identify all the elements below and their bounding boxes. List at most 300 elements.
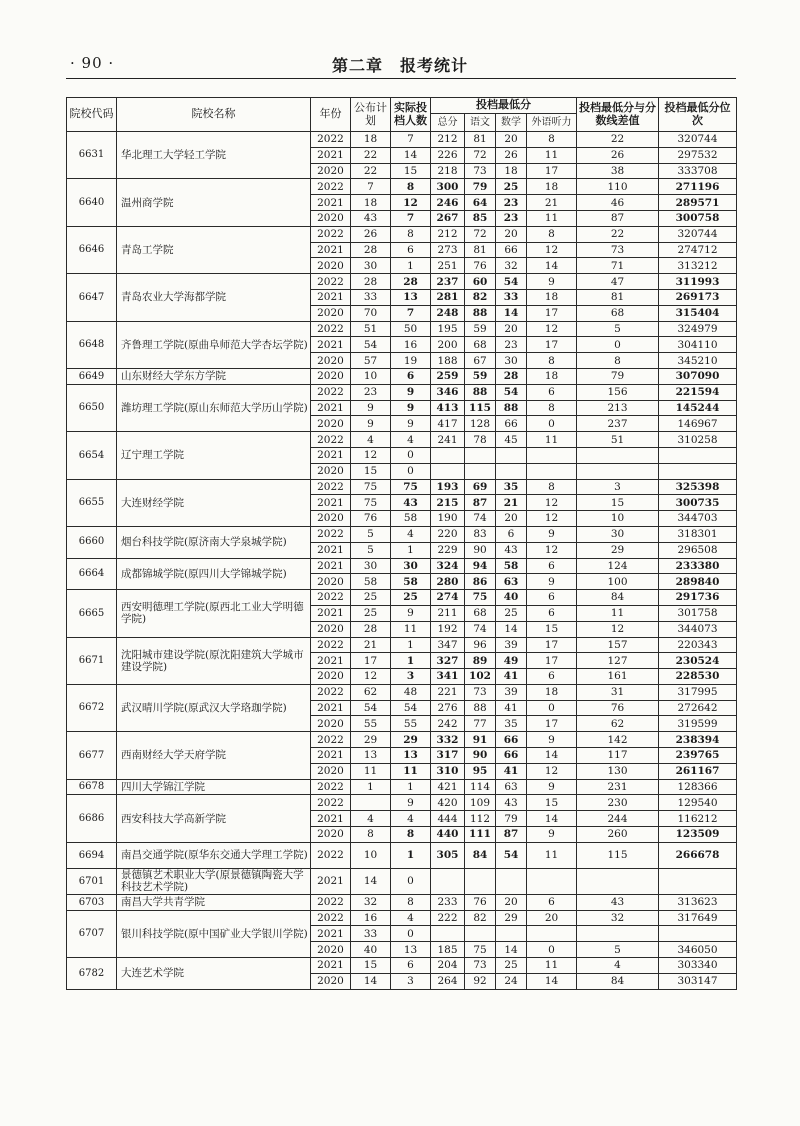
rank-cell <box>659 447 737 463</box>
math-score-cell: 20 <box>496 321 527 337</box>
year-cell: 2020 <box>311 942 351 958</box>
school-name: 潍坊理工学院(原山东师范大学历山学院) <box>117 384 311 431</box>
chinese-score-cell: 91 <box>465 732 496 748</box>
chinese-score-cell: 79 <box>465 179 496 195</box>
year-cell: 2020 <box>311 463 351 479</box>
year-cell: 2022 <box>311 779 351 795</box>
chinese-score-cell: 73 <box>465 958 496 974</box>
rank-cell: 319599 <box>659 716 737 732</box>
table-row <box>67 368 737 384</box>
total-score-cell: 190 <box>431 511 465 527</box>
school-code: 6660 <box>67 526 117 558</box>
table-row <box>67 684 737 700</box>
plan-cell: 22 <box>351 147 391 163</box>
rank-cell <box>659 868 737 894</box>
year-cell: 2021 <box>311 605 351 621</box>
year-cell: 2022 <box>311 526 351 542</box>
foreign-score-cell: 14 <box>527 258 577 274</box>
math-score-cell: 54 <box>496 842 527 868</box>
rank-cell: 307090 <box>659 368 737 384</box>
total-score-cell: 215 <box>431 495 465 511</box>
chinese-score-cell: 83 <box>465 526 496 542</box>
total-score-cell: 233 <box>431 894 465 910</box>
total-score-cell: 200 <box>431 337 465 353</box>
diff-cell: 79 <box>577 368 659 384</box>
school-name: 南昌交通学院(原华东交通大学理工学院) <box>117 842 311 868</box>
foreign-score-cell: 18 <box>527 368 577 384</box>
diff-cell: 230 <box>577 795 659 811</box>
header-total: 总分 <box>431 114 465 132</box>
diff-cell: 260 <box>577 827 659 843</box>
year-cell: 2020 <box>311 210 351 226</box>
math-score-cell: 54 <box>496 384 527 400</box>
admitted-cell: 1 <box>391 637 431 653</box>
year-cell: 2022 <box>311 732 351 748</box>
year-cell: 2022 <box>311 432 351 448</box>
foreign-score-cell: 11 <box>527 958 577 974</box>
total-score-cell: 229 <box>431 542 465 558</box>
diff-cell: 231 <box>577 779 659 795</box>
school-code: 6665 <box>67 590 117 637</box>
rank-cell: 266678 <box>659 842 737 868</box>
foreign-score-cell: 14 <box>527 973 577 989</box>
total-score-cell: 259 <box>431 368 465 384</box>
foreign-score-cell: 17 <box>527 163 577 179</box>
admitted-cell: 14 <box>391 147 431 163</box>
foreign-score-cell: 18 <box>527 179 577 195</box>
chinese-score-cell <box>465 463 496 479</box>
page-number: · 90 · <box>70 54 115 72</box>
total-score-cell: 324 <box>431 558 465 574</box>
foreign-score-cell: 11 <box>527 210 577 226</box>
total-score-cell: 305 <box>431 842 465 868</box>
school-name: 大连艺术学院 <box>117 958 311 990</box>
admitted-cell: 6 <box>391 242 431 258</box>
school-code: 6648 <box>67 321 117 368</box>
rank-cell: 313623 <box>659 894 737 910</box>
math-score-cell: 14 <box>496 621 527 637</box>
header-diff: 投档最低分与分数线差值 <box>577 98 659 132</box>
foreign-score-cell: 17 <box>527 305 577 321</box>
admitted-cell: 50 <box>391 321 431 337</box>
diff-cell: 237 <box>577 416 659 432</box>
total-score-cell: 310 <box>431 763 465 779</box>
plan-cell: 25 <box>351 590 391 606</box>
diff-cell: 4 <box>577 958 659 974</box>
year-cell: 2020 <box>311 511 351 527</box>
chinese-score-cell: 76 <box>465 894 496 910</box>
rank-cell: 311993 <box>659 274 737 290</box>
diff-cell: 8 <box>577 353 659 369</box>
plan-cell: 30 <box>351 258 391 274</box>
rank-cell: 315404 <box>659 305 737 321</box>
foreign-score-cell: 0 <box>527 416 577 432</box>
admitted-cell: 43 <box>391 495 431 511</box>
chinese-score-cell: 128 <box>465 416 496 432</box>
year-cell: 2021 <box>311 748 351 764</box>
rank-cell: 325398 <box>659 479 737 495</box>
math-score-cell: 43 <box>496 542 527 558</box>
chinese-score-cell: 109 <box>465 795 496 811</box>
header-rank: 投档最低分位次 <box>659 98 737 132</box>
admitted-cell: 8 <box>391 827 431 843</box>
year-cell: 2022 <box>311 910 351 926</box>
diff-cell: 156 <box>577 384 659 400</box>
total-score-cell: 211 <box>431 605 465 621</box>
page-header <box>0 0 800 88</box>
school-code: 6686 <box>67 795 117 842</box>
total-score-cell <box>431 926 465 942</box>
math-score-cell: 39 <box>496 637 527 653</box>
diff-cell: 32 <box>577 910 659 926</box>
rank-cell: 344073 <box>659 621 737 637</box>
chinese-score-cell: 59 <box>465 321 496 337</box>
table-row <box>67 274 737 290</box>
chinese-score-cell: 76 <box>465 258 496 274</box>
diff-cell <box>577 447 659 463</box>
year-cell: 2021 <box>311 289 351 305</box>
year-cell: 2022 <box>311 795 351 811</box>
foreign-score-cell: 11 <box>527 842 577 868</box>
diff-cell: 11 <box>577 605 659 621</box>
year-cell: 2022 <box>311 637 351 653</box>
chinese-score-cell: 68 <box>465 605 496 621</box>
chinese-score-cell: 94 <box>465 558 496 574</box>
chinese-score-cell: 85 <box>465 210 496 226</box>
school-name: 四川大学锦江学院 <box>117 779 311 795</box>
school-name: 西安明德理工学院(原西北工业大学明德学院) <box>117 590 311 637</box>
math-score-cell: 41 <box>496 700 527 716</box>
admitted-cell: 30 <box>391 558 431 574</box>
foreign-score-cell: 14 <box>527 811 577 827</box>
rank-cell: 269173 <box>659 289 737 305</box>
foreign-score-cell: 20 <box>527 910 577 926</box>
math-score-cell: 25 <box>496 605 527 621</box>
diff-cell: 38 <box>577 163 659 179</box>
admitted-cell: 1 <box>391 842 431 868</box>
school-name: 华北理工大学轻工学院 <box>117 132 311 179</box>
chinese-score-cell: 74 <box>465 511 496 527</box>
total-score-cell: 346 <box>431 384 465 400</box>
foreign-score-cell: 8 <box>527 400 577 416</box>
rank-cell: 146967 <box>659 416 737 432</box>
table-row <box>67 432 737 448</box>
table-row <box>67 795 737 811</box>
math-score-cell: 88 <box>496 400 527 416</box>
year-cell: 2020 <box>311 973 351 989</box>
rank-cell: 271196 <box>659 179 737 195</box>
header-year: 年份 <box>311 98 351 132</box>
rank-cell: 291736 <box>659 590 737 606</box>
foreign-score-cell: 9 <box>527 526 577 542</box>
header-rule <box>66 78 736 79</box>
diff-cell <box>577 868 659 894</box>
math-score-cell: 66 <box>496 748 527 764</box>
chinese-score-cell: 69 <box>465 479 496 495</box>
foreign-score-cell: 12 <box>527 542 577 558</box>
school-code: 6649 <box>67 368 117 384</box>
diff-cell: 142 <box>577 732 659 748</box>
school-name: 齐鲁理工学院(原曲阜师范大学杏坛学院) <box>117 321 311 368</box>
year-cell: 2022 <box>311 226 351 242</box>
rank-cell: 230524 <box>659 653 737 669</box>
chinese-score-cell: 64 <box>465 195 496 211</box>
rank-cell <box>659 463 737 479</box>
admitted-cell: 9 <box>391 384 431 400</box>
chinese-score-cell: 112 <box>465 811 496 827</box>
year-cell: 2021 <box>311 868 351 894</box>
year-cell: 2021 <box>311 337 351 353</box>
year-cell: 2022 <box>311 321 351 337</box>
plan-cell: 29 <box>351 732 391 748</box>
admitted-cell: 7 <box>391 305 431 321</box>
diff-cell: 26 <box>577 147 659 163</box>
math-score-cell: 25 <box>496 958 527 974</box>
admitted-cell: 1 <box>391 653 431 669</box>
math-score-cell: 63 <box>496 779 527 795</box>
foreign-score-cell: 18 <box>527 289 577 305</box>
year-cell: 2020 <box>311 258 351 274</box>
math-score-cell: 63 <box>496 574 527 590</box>
math-score-cell: 14 <box>496 942 527 958</box>
rank-cell: 345210 <box>659 353 737 369</box>
rank-cell: 123509 <box>659 827 737 843</box>
chinese-score-cell: 95 <box>465 763 496 779</box>
admitted-cell: 8 <box>391 226 431 242</box>
admitted-cell: 16 <box>391 337 431 353</box>
admitted-cell: 75 <box>391 479 431 495</box>
total-score-cell <box>431 463 465 479</box>
table-row <box>67 842 737 868</box>
diff-cell: 15 <box>577 495 659 511</box>
diff-cell: 22 <box>577 132 659 148</box>
school-code: 6701 <box>67 868 117 894</box>
school-name: 青岛农业大学海都学院 <box>117 274 311 321</box>
school-name: 景德镇艺术职业大学(原景德镇陶瓷大学科技艺术学院) <box>117 868 311 894</box>
rank-cell: 317649 <box>659 910 737 926</box>
math-score-cell: 20 <box>496 511 527 527</box>
table-row <box>67 958 737 974</box>
school-name: 辽宁理工学院 <box>117 432 311 479</box>
math-score-cell <box>496 447 527 463</box>
total-score-cell: 220 <box>431 526 465 542</box>
school-code: 6782 <box>67 958 117 990</box>
foreign-score-cell: 17 <box>527 716 577 732</box>
plan-cell: 70 <box>351 305 391 321</box>
foreign-score-cell: 12 <box>527 763 577 779</box>
rank-cell: 300758 <box>659 210 737 226</box>
admitted-cell: 9 <box>391 400 431 416</box>
admitted-cell: 7 <box>391 132 431 148</box>
diff-cell: 213 <box>577 400 659 416</box>
foreign-score-cell: 17 <box>527 653 577 669</box>
chinese-score-cell: 81 <box>465 132 496 148</box>
foreign-score-cell: 0 <box>527 700 577 716</box>
diff-cell: 51 <box>577 432 659 448</box>
math-score-cell: 6 <box>496 526 527 542</box>
admitted-cell: 15 <box>391 163 431 179</box>
diff-cell: 117 <box>577 748 659 764</box>
plan-cell: 43 <box>351 210 391 226</box>
school-code: 6694 <box>67 842 117 868</box>
total-score-cell: 273 <box>431 242 465 258</box>
school-code: 6640 <box>67 179 117 226</box>
year-cell: 2020 <box>311 827 351 843</box>
school-code: 6655 <box>67 479 117 526</box>
year-cell: 2020 <box>311 305 351 321</box>
foreign-score-cell: 12 <box>527 511 577 527</box>
chinese-score-cell: 87 <box>465 495 496 511</box>
plan-cell: 28 <box>351 242 391 258</box>
rank-cell: 346050 <box>659 942 737 958</box>
rank-cell: 304110 <box>659 337 737 353</box>
admitted-cell: 8 <box>391 179 431 195</box>
math-score-cell: 39 <box>496 684 527 700</box>
plan-cell: 28 <box>351 274 391 290</box>
foreign-score-cell: 12 <box>527 242 577 258</box>
school-name: 烟台科技学院(原济南大学泉城学院) <box>117 526 311 558</box>
table-row <box>67 732 737 748</box>
math-score-cell: 23 <box>496 210 527 226</box>
plan-cell: 5 <box>351 526 391 542</box>
rank-cell: 145244 <box>659 400 737 416</box>
math-score-cell: 58 <box>496 558 527 574</box>
total-score-cell: 221 <box>431 684 465 700</box>
school-name: 成都锦城学院(原四川大学锦城学院) <box>117 558 311 590</box>
chinese-score-cell: 60 <box>465 274 496 290</box>
plan-cell: 26 <box>351 226 391 242</box>
plan-cell: 18 <box>351 195 391 211</box>
admitted-cell: 4 <box>391 811 431 827</box>
total-score-cell: 276 <box>431 700 465 716</box>
school-name: 温州商学院 <box>117 179 311 226</box>
foreign-score-cell: 11 <box>527 432 577 448</box>
admitted-cell: 4 <box>391 910 431 926</box>
chinese-score-cell: 88 <box>465 384 496 400</box>
foreign-score-cell: 12 <box>527 321 577 337</box>
plan-cell: 76 <box>351 511 391 527</box>
admitted-cell: 9 <box>391 605 431 621</box>
plan-cell: 33 <box>351 289 391 305</box>
total-score-cell: 280 <box>431 574 465 590</box>
school-name: 南昌大学共青学院 <box>117 894 311 910</box>
header-admitted: 实际投档人数 <box>391 98 431 132</box>
diff-cell: 127 <box>577 653 659 669</box>
diff-cell: 71 <box>577 258 659 274</box>
rank-cell: 318301 <box>659 526 737 542</box>
foreign-score-cell: 6 <box>527 384 577 400</box>
admitted-cell: 54 <box>391 700 431 716</box>
year-cell: 2021 <box>311 542 351 558</box>
plan-cell: 11 <box>351 763 391 779</box>
admitted-cell: 29 <box>391 732 431 748</box>
year-cell: 2020 <box>311 416 351 432</box>
admitted-cell: 4 <box>391 432 431 448</box>
math-score-cell: 45 <box>496 432 527 448</box>
plan-cell: 9 <box>351 400 391 416</box>
chinese-score-cell: 90 <box>465 748 496 764</box>
total-score-cell: 226 <box>431 147 465 163</box>
admission-stats-table <box>66 97 737 990</box>
total-score-cell: 300 <box>431 179 465 195</box>
diff-cell <box>577 926 659 942</box>
admitted-cell: 6 <box>391 368 431 384</box>
foreign-score-cell: 8 <box>527 479 577 495</box>
rank-cell: 289571 <box>659 195 737 211</box>
foreign-score-cell: 12 <box>527 495 577 511</box>
diff-cell: 5 <box>577 942 659 958</box>
rank-cell: 344703 <box>659 511 737 527</box>
math-score-cell: 24 <box>496 973 527 989</box>
diff-cell: 84 <box>577 973 659 989</box>
math-score-cell: 35 <box>496 716 527 732</box>
foreign-score-cell <box>527 447 577 463</box>
admitted-cell: 0 <box>391 447 431 463</box>
year-cell: 2021 <box>311 242 351 258</box>
table-row <box>67 384 737 400</box>
admitted-cell: 11 <box>391 621 431 637</box>
rank-cell: 220343 <box>659 637 737 653</box>
year-cell: 2022 <box>311 842 351 868</box>
math-score-cell: 66 <box>496 416 527 432</box>
diff-cell: 130 <box>577 763 659 779</box>
chinese-score-cell: 74 <box>465 621 496 637</box>
admitted-cell: 48 <box>391 684 431 700</box>
total-score-cell: 347 <box>431 637 465 653</box>
year-cell: 2021 <box>311 958 351 974</box>
total-score-cell: 185 <box>431 942 465 958</box>
total-score-cell: 212 <box>431 132 465 148</box>
school-name: 山东财经大学东方学院 <box>117 368 311 384</box>
diff-cell: 5 <box>577 321 659 337</box>
rank-cell: 129540 <box>659 795 737 811</box>
total-score-cell <box>431 447 465 463</box>
school-code: 6647 <box>67 274 117 321</box>
diff-cell: 47 <box>577 274 659 290</box>
year-cell: 2020 <box>311 716 351 732</box>
plan-cell: 55 <box>351 716 391 732</box>
plan-cell: 12 <box>351 669 391 685</box>
rank-cell: 296508 <box>659 542 737 558</box>
admitted-cell: 1 <box>391 779 431 795</box>
chinese-score-cell: 111 <box>465 827 496 843</box>
math-score-cell <box>496 868 527 894</box>
diff-cell: 161 <box>577 669 659 685</box>
total-score-cell <box>431 868 465 894</box>
total-score-cell: 195 <box>431 321 465 337</box>
math-score-cell <box>496 463 527 479</box>
plan-cell: 75 <box>351 495 391 511</box>
chinese-score-cell: 72 <box>465 226 496 242</box>
plan-cell: 21 <box>351 637 391 653</box>
chinese-score-cell: 88 <box>465 305 496 321</box>
chinese-score-cell: 59 <box>465 368 496 384</box>
rank-cell: 289840 <box>659 574 737 590</box>
chinese-score-cell: 77 <box>465 716 496 732</box>
math-score-cell: 23 <box>496 195 527 211</box>
chinese-score-cell: 81 <box>465 242 496 258</box>
diff-cell: 73 <box>577 242 659 258</box>
rank-cell: 301758 <box>659 605 737 621</box>
math-score-cell: 18 <box>496 163 527 179</box>
plan-cell: 62 <box>351 684 391 700</box>
plan-cell: 32 <box>351 894 391 910</box>
foreign-score-cell: 17 <box>527 337 577 353</box>
plan-cell: 14 <box>351 868 391 894</box>
admitted-cell: 58 <box>391 511 431 527</box>
plan-cell: 54 <box>351 700 391 716</box>
foreign-score-cell: 15 <box>527 795 577 811</box>
